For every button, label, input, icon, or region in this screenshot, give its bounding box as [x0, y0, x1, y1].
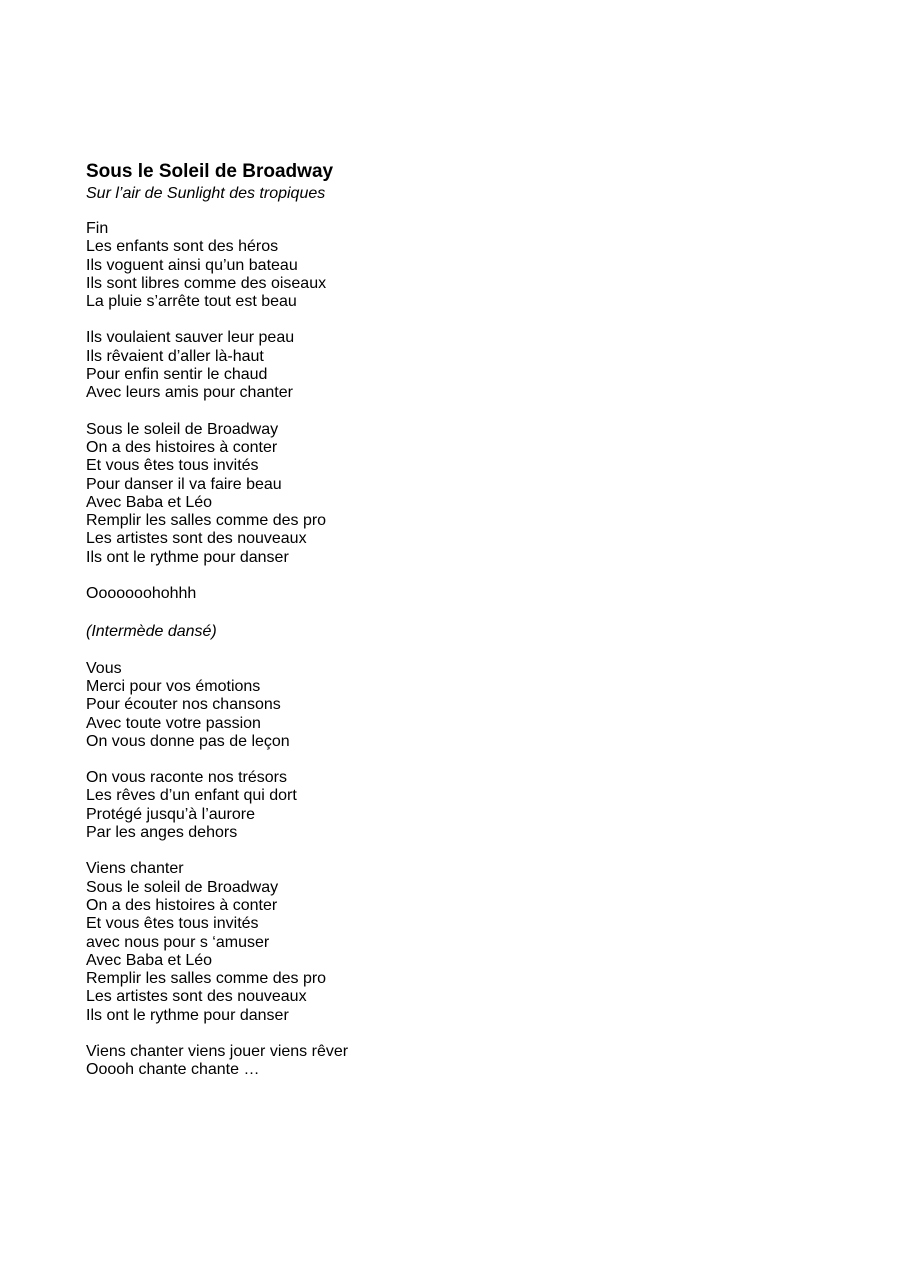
lyric-line: Par les anges dehors — [86, 824, 238, 842]
lyric-line: Merci pour vos émotions — [86, 677, 261, 695]
lyric-line: Sous le soleil de Broadway — [86, 878, 279, 896]
song-lyrics — [86, 160, 846, 1098]
stanza — [86, 769, 846, 842]
lyric-line: Ils ont le rythme pour danser — [86, 1006, 289, 1024]
lyric-line: Ils ont le rythme pour danser — [86, 548, 289, 566]
song-subtitle: Sur l’air de Sunlight des tropiques — [86, 185, 326, 202]
lyric-line: Fin — [86, 220, 109, 237]
lyric-line: Les artistes sont des nouveaux — [86, 530, 307, 548]
stanza — [86, 860, 846, 1025]
lyric-line: On a des histoires à conter — [86, 438, 278, 456]
lyric-line: Pour danser il va faire beau — [86, 475, 282, 493]
lyric-line: Avec leurs amis pour chanter — [86, 384, 293, 402]
lyric-line: Ils sont libres comme des oiseaux — [86, 274, 327, 292]
lyric-line: Ils voulaient sauver leur peau — [86, 329, 295, 347]
lyric-line: Les enfants sont des héros — [86, 238, 279, 256]
stanza-list — [86, 220, 846, 1080]
lyric-line: Les rêves d’un enfant qui dort — [86, 787, 297, 805]
lyric-line: (Intermède dansé) — [86, 623, 217, 641]
lyric-line: Protégé jusqu’à l’aurore — [86, 805, 255, 823]
lyric-line: Pour enfin sentir le chaud — [86, 366, 268, 384]
lyric-line: Ils rêvaient d’aller là-haut — [86, 347, 264, 365]
lyric-line: Et vous êtes tous invités — [86, 915, 259, 933]
lyric-line: Remplir les salles comme des pro — [86, 512, 327, 530]
lyric-line: Vous — [86, 659, 122, 677]
lyric-line: Avec toute votre passion — [86, 714, 261, 732]
lyric-line: Remplir les salles comme des pro — [86, 970, 327, 988]
stanza — [86, 660, 846, 751]
lyric-line: Viens chanter — [86, 860, 184, 878]
stanza — [86, 421, 846, 567]
lyric-line: avec nous pour s ‘amuser — [86, 933, 270, 951]
lyric-line: On vous donne pas de leçon — [86, 732, 290, 750]
stanza — [86, 220, 846, 311]
stanza — [86, 585, 846, 603]
lyric-line: On vous raconte nos trésors — [86, 769, 287, 787]
lyric-line: Pour écouter nos chansons — [86, 696, 281, 714]
lyric-line: Sous le soleil de Broadway — [86, 420, 279, 438]
lyric-line: Avec Baba et Léo — [86, 951, 213, 969]
stanza — [86, 623, 846, 641]
lyric-line: Avec Baba et Léo — [86, 493, 213, 511]
lyric-line: Viens chanter viens jouer viens rêver — [86, 1042, 349, 1060]
lyric-line: La pluie s’arrête tout est beau — [86, 293, 297, 311]
lyric-line: Ooooooohohhh — [86, 585, 197, 603]
lyric-line: Les artistes sont des nouveaux — [86, 988, 307, 1006]
lyric-line: On a des histoires à conter — [86, 896, 278, 914]
lyric-line: Et vous êtes tous invités — [86, 457, 259, 475]
stanza — [86, 1043, 846, 1080]
stanza — [86, 329, 846, 402]
song-title: Sous le Soleil de Broadway — [86, 161, 334, 182]
lyric-line: Ooooh chante chante … — [86, 1061, 260, 1079]
lyric-line: Ils voguent ainsi qu’un bateau — [86, 256, 298, 274]
